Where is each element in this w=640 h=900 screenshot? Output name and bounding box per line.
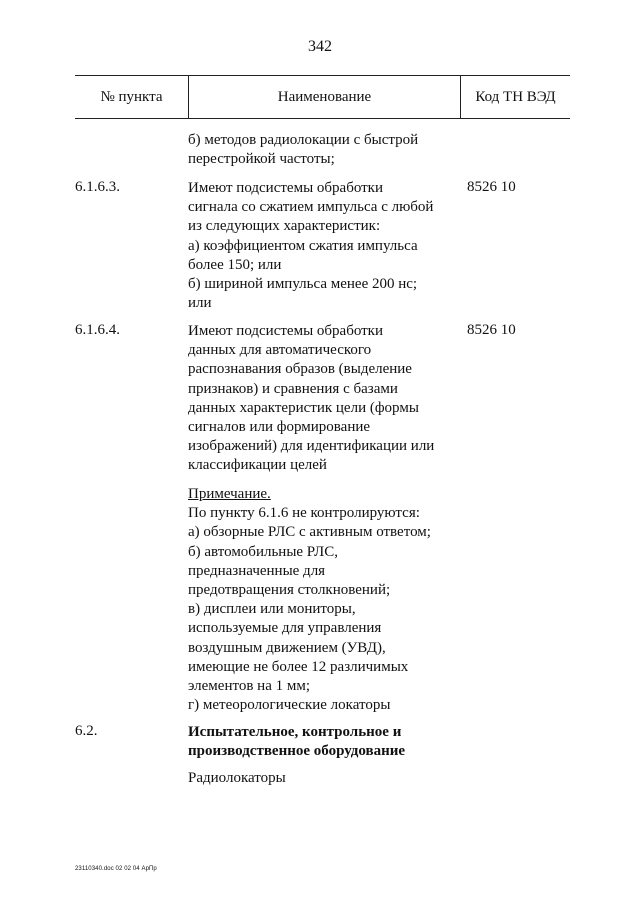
note-line: б) автомобильные РЛС, <box>188 543 338 560</box>
text-line: изображений) для идентификации или <box>188 438 435 455</box>
section-number: 6.2. <box>75 723 98 739</box>
text-line: более 150; или <box>188 256 282 273</box>
section-title-line: Испытательное, контрольное и <box>188 724 402 740</box>
row-text <box>188 322 468 476</box>
section-title-line: производственное оборудование <box>188 743 406 760</box>
text-line: б) методов радиолокации с быстрой <box>188 132 419 148</box>
text-line: перестройкой частоты; <box>188 151 335 168</box>
text-line: Имеют подсистемы обработки <box>188 323 383 339</box>
note-line: г) метеорологические локаторы <box>188 697 391 714</box>
note-line: предназначенные для <box>188 562 326 579</box>
note-block <box>188 485 468 715</box>
footer-doc-ref: 23110340.doc 02 02 04 АрПр <box>75 866 157 872</box>
row-code: 8526 10 <box>467 179 516 195</box>
row-code: 8526 10 <box>467 322 516 338</box>
page-number: 342 <box>308 38 332 55</box>
header-col-number: № пункта <box>100 88 163 105</box>
table-header <box>75 75 570 119</box>
text-line: сигнала со сжатием импульса с любой <box>188 199 434 216</box>
text-line: б) шириной импульса менее 200 нс; <box>188 276 418 293</box>
note-heading: Примечание. <box>188 486 271 502</box>
text-line: из следующих характеристик: <box>188 218 381 235</box>
note-line: а) обзорные РЛС с активным ответом; <box>188 524 431 541</box>
row-number: 6.1.6.3. <box>75 179 120 195</box>
text-line: признаков) и сравнения с базами <box>188 380 398 397</box>
note-line: воздушным движением (УВД), <box>188 639 386 656</box>
note-line: элементов на 1 мм; <box>188 678 311 695</box>
note-line: имеющие не более 12 различимых <box>188 658 409 675</box>
text-line: данных характеристик цели (формы <box>188 399 419 416</box>
text-line: данных для автоматического <box>188 342 372 359</box>
note-line: предотвращения столкновений; <box>188 582 391 599</box>
row-continuation-text <box>188 131 468 169</box>
note-line: По пункту 6.1.6 не контролируются: <box>188 505 420 522</box>
header-col-code: Код ТН ВЭД <box>475 88 556 105</box>
text-line: сигналов или формирование <box>188 419 371 436</box>
text-line: классификации целей <box>188 457 327 474</box>
row-number: 6.1.6.4. <box>75 322 120 338</box>
row-text <box>188 179 468 313</box>
note-line: используемые для управления <box>188 620 382 637</box>
text-line: а) коэффициентом сжатия импульса <box>188 237 418 254</box>
text-line: распознавания образов (выделение <box>188 361 412 378</box>
section-subtitle: Радиолокаторы <box>188 770 286 786</box>
text-line: или <box>188 295 212 312</box>
note-line: в) дисплеи или мониторы, <box>188 601 356 618</box>
text-line: Имеют подсистемы обработки <box>188 180 383 196</box>
header-col-name: Наименование <box>188 76 461 118</box>
section-title <box>188 723 468 761</box>
